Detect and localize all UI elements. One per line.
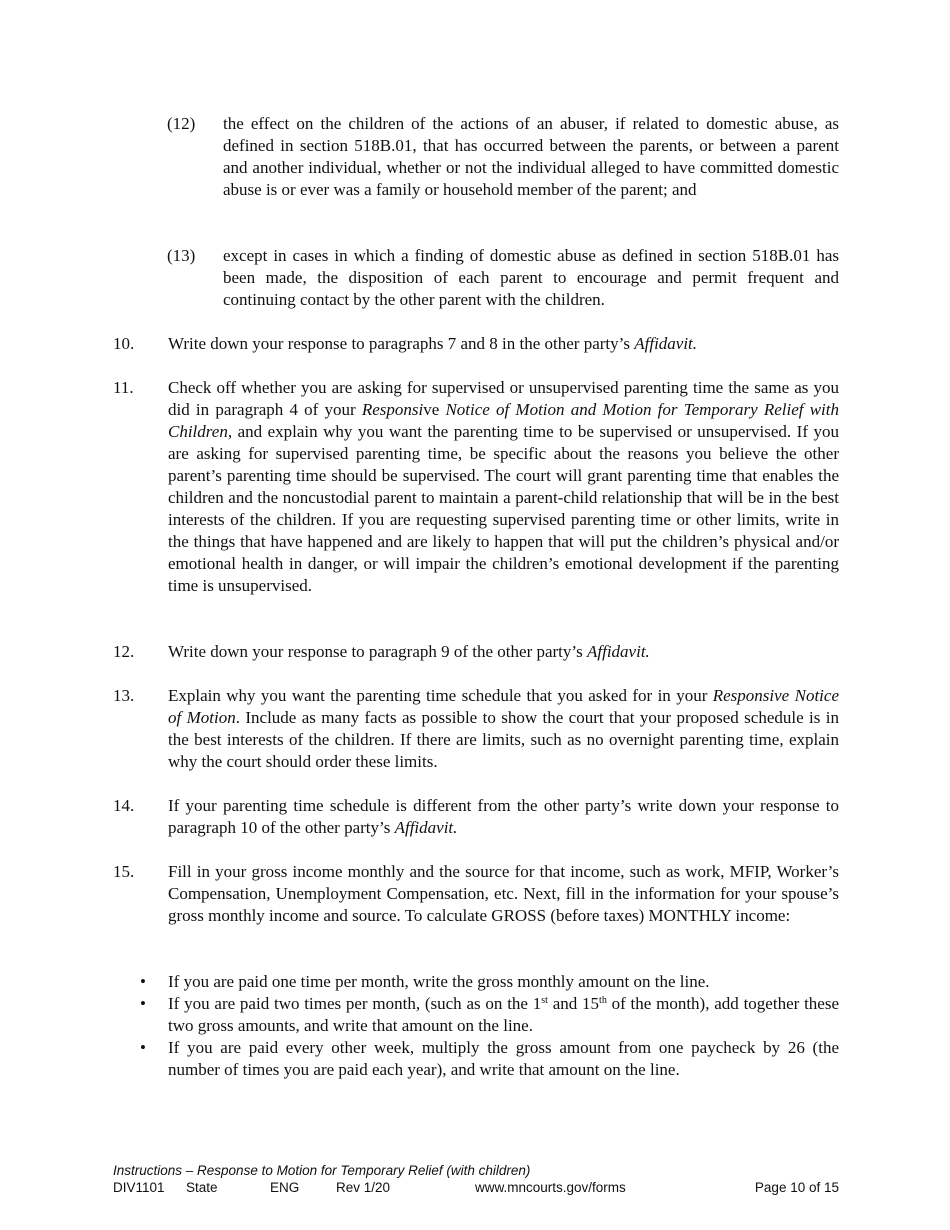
paragraph-number: 14. <box>113 796 135 815</box>
paragraph-15 <box>113 861 839 927</box>
income-bullet-list <box>140 971 839 1081</box>
bullet-icon: • <box>140 1038 146 1057</box>
paragraph-10 <box>113 333 839 355</box>
list-item: • If you are paid two times per month, (such as on the 1st and 15th of the month), add together these two gross amounts, and write that amount on the line. <box>140 994 839 1035</box>
subitem-number: (13) <box>167 246 196 265</box>
paragraph-12 <box>113 641 839 663</box>
paragraph-text: Explain why you want the parenting time schedule that you asked for in your Responsive Notice of Motion. Include as many facts as possible to show the court that your proposed schedule is in the best interests of the children. If there are limits, such as no overnight parenting time, explain why the court should order these limits. <box>168 686 839 771</box>
subitem-13 <box>167 245 839 311</box>
page-footer <box>113 1162 839 1196</box>
paragraph-text: Write down your response to paragraphs 7 and 8 in the other party’s Affidavit. <box>168 334 698 353</box>
footer-title: Instructions – Response to Motion for Temporary Relief (with children) <box>113 1163 531 1178</box>
subitem-text: except in cases in which a finding of domestic abuse as defined in section 518B.01 has been made, the disposition of each parent to encourage and permit frequent and continuing contact by the other parent with the children. <box>223 246 839 309</box>
footer-url[interactable]: www.mncourts.gov/forms <box>475 1180 626 1195</box>
footer-jurisdiction: State <box>186 1180 218 1195</box>
paragraph-text: Write down your response to paragraph 9 of the other party’s Affidavit. <box>168 642 650 661</box>
paragraph-14 <box>113 795 839 839</box>
list-item: • If you are paid every other week, multiply the gross amount from one paycheck by 26 (the number of times you are paid each year), and write that amount on the line. <box>140 1038 839 1079</box>
bullet-icon: • <box>140 972 146 991</box>
paragraph-number: 13. <box>113 686 135 705</box>
paragraph-number: 12. <box>113 642 135 661</box>
footer-form-id: DIV1101 <box>113 1180 165 1195</box>
subitem-number: (12) <box>167 114 196 133</box>
paragraph-number: 15. <box>113 862 135 881</box>
paragraph-11 <box>113 377 839 597</box>
bullet-icon: • <box>140 994 146 1013</box>
paragraph-text: Check off whether you are asking for supervised or unsupervised parenting time the same as you did in paragraph 4 of your Responsive Notice of Motion and Motion for Temporary Relief with Children, and explain why you want the parenting time to be supervised or unsupervised. If you are asking for supervised parenting time, be specific about the reasons you believe the other parent’s parenting time should be supervised. The court will grant parenting time that enables the children and the noncustodial parent to maintain a parent-child relationship that will be in the best interests of the children. If you are requesting supervised parenting time or other limits, write in the things that have happened and are likely to happen that will put the children’s physical and/or emotional health in danger, or will impair the children’s emotional development if the parenting time is unsupervised. <box>168 378 839 595</box>
footer-language: ENG <box>270 1180 300 1195</box>
paragraph-13 <box>113 685 839 773</box>
paragraph-number: 10. <box>113 334 135 353</box>
paragraph-text: If your parenting time schedule is different from the other party’s write down your response to paragraph 10 of the other party’s Affidavit. <box>168 796 839 837</box>
paragraph-number: 11. <box>113 378 134 397</box>
footer-page-number: Page 10 of 15 <box>754 1180 839 1195</box>
footer-revision: Rev 1/20 <box>336 1180 391 1195</box>
list-item: • If you are paid one time per month, write the gross monthly amount on the line. <box>140 972 710 991</box>
paragraph-text: Fill in your gross income monthly and the source for that income, such as work, MFIP, Worker’s Compensation, Unemployment Compensation, etc. Next, fill in the information for your spouse’s gross monthly income and source. To calculate GROSS (before taxes) MONTHLY income: <box>168 862 839 925</box>
subitem-12 <box>167 113 839 201</box>
subitem-text: the effect on the children of the actions of an abuser, if related to domestic abuse, as defined in section 518B.01, that has occurred between the parents, or between a parent and another individual, whether or not the individual alleged to have committed domestic abuse is or ever was a family or household member of the parent; and <box>223 114 839 199</box>
